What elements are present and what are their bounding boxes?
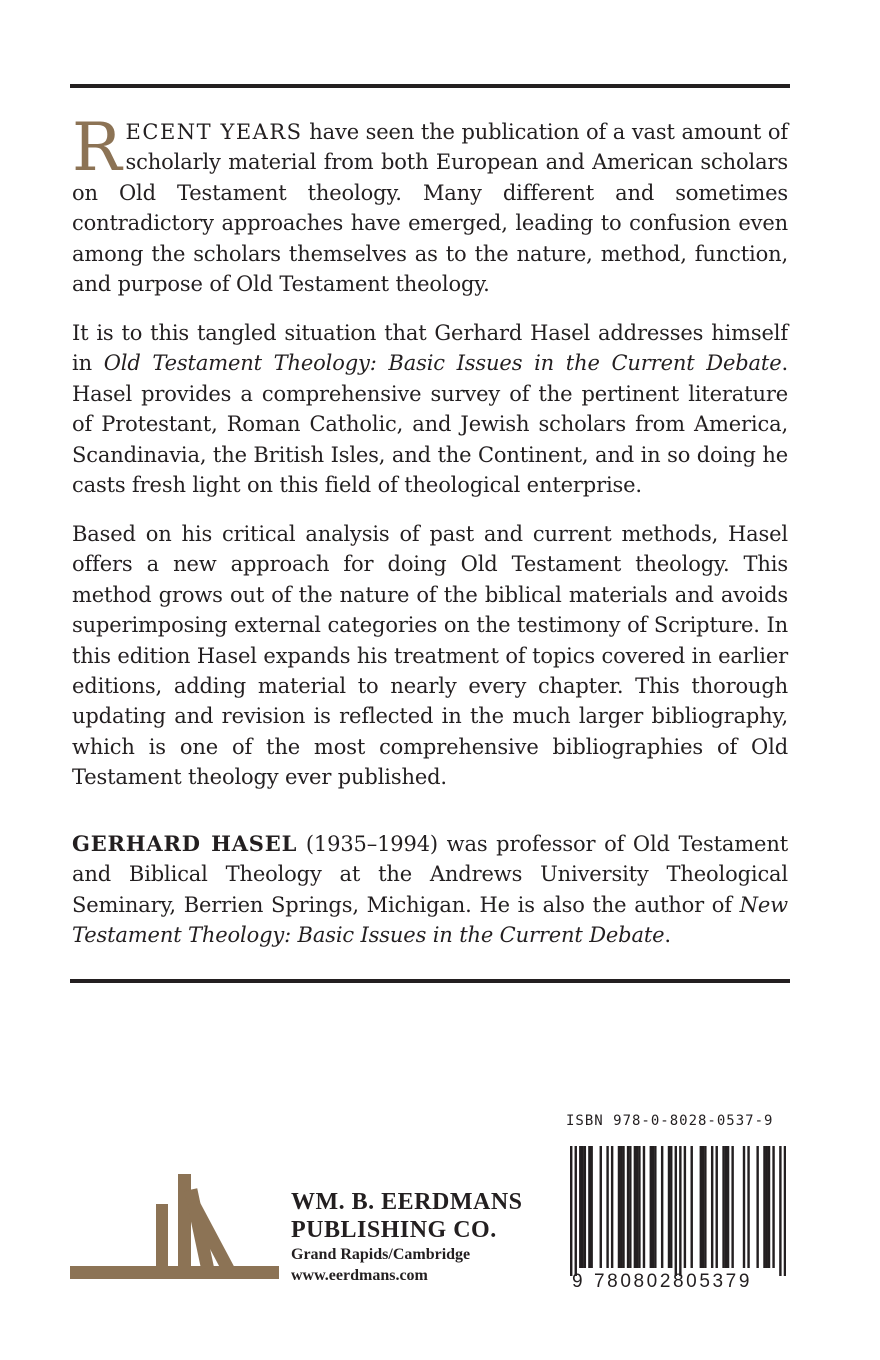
small-caps-opening: ECENT YEARS (125, 120, 303, 144)
paragraph-text: . (664, 923, 671, 948)
publisher-name-line-1: WM. B. EERDMANS (291, 1189, 523, 1215)
barcode-bar (611, 1146, 613, 1268)
barcode-bar (684, 1146, 686, 1268)
barcode-main-digits: 780802805379 (594, 1271, 753, 1292)
blurb-paragraph-3 (72, 519, 788, 793)
barcode-bar (638, 1146, 640, 1268)
barcode-bar (661, 1146, 663, 1268)
barcode-bar (679, 1146, 681, 1276)
barcode-bar (702, 1146, 704, 1268)
drop-cap: R (72, 109, 122, 186)
barcode-bar (650, 1146, 652, 1268)
barcode-bar (634, 1146, 636, 1268)
barcode-bar (590, 1146, 592, 1268)
barcode-bar (700, 1146, 702, 1268)
barcode-bar (643, 1146, 645, 1268)
publisher-name-line-2: PUBLISHING CO. (291, 1217, 497, 1243)
barcode-bar (629, 1146, 631, 1268)
barcode-bar (579, 1146, 581, 1268)
barcode-bar (584, 1146, 586, 1268)
barcode-bar (588, 1146, 590, 1268)
book-title: Old Testament Theology: Basic Issues in the Current Debate (103, 351, 782, 376)
bottom-rule (70, 979, 790, 983)
top-rule (70, 84, 790, 88)
barcode-bar (722, 1146, 724, 1268)
barcode-bar (606, 1146, 608, 1268)
author-name: GERHARD HASEL (72, 831, 298, 856)
barcode-bar (747, 1146, 749, 1268)
paragraph-text: It is to this tangled situation that Gerhard Hasel addresses himself in (72, 321, 788, 376)
barcode-bar (575, 1146, 577, 1276)
barcode-bar (779, 1146, 781, 1276)
barcode-bar (600, 1146, 602, 1268)
paragraph-text: . Hasel provides a comprehensive survey of the pertinent literature of Protestant, Roman Catholic, and Jewish scholars from America, Scandinavia, the British Isles, and the Continent, and in so doing he casts fresh light on this field of theological enterprise. (72, 351, 789, 498)
publisher-url: www.eerdmans.com (291, 1267, 428, 1284)
barcode-bar (756, 1146, 758, 1268)
barcode-bar (675, 1146, 677, 1276)
barcode-bar (772, 1146, 774, 1268)
barcode-bar (725, 1146, 727, 1268)
barcode-bar (618, 1146, 620, 1268)
barcode-bar (743, 1146, 745, 1268)
paragraph-text: Based on his critical analysis of past and current methods, Hasel offers a new approach for doing Old Testament theology. This method grows out of the nature of the biblical materials and avoids superimposing external categories on the testimony of Scripture. In this edition Hasel expands his treatment of topics covered in earlier editions, adding material to nearly every chapter. This thorough updating and revision is reflected in the much larger bibliography, which is one of the most comprehensive bibliographies of Old Testament theology ever published. (72, 522, 788, 790)
blurb-paragraph-1 (72, 109, 788, 299)
publisher-info (291, 1188, 523, 1286)
barcode-bar (727, 1146, 729, 1268)
barcode (570, 1146, 786, 1276)
barcode-bar (704, 1146, 706, 1268)
publisher-city: Grand Rapids/Cambridge (291, 1246, 471, 1263)
barcode-lead-digit: 9 (572, 1271, 583, 1292)
isbn-label: ISBN 978-0-8028-0537-9 (566, 1113, 774, 1129)
bookshelf-logo-icon (70, 1174, 280, 1280)
barcode-bar (691, 1146, 693, 1268)
barcode-bar (731, 1146, 733, 1268)
barcode-bar (636, 1146, 638, 1268)
barcode-bar (668, 1146, 670, 1268)
barcode-bar (570, 1146, 572, 1276)
barcode-bar (768, 1146, 770, 1268)
paragraph-text: (1935–1994) was professor of Old Testament and Biblical Theology at the Andrews University Theological Seminary, Berrien Springs, Michigan. He is also the author of (72, 832, 789, 917)
author-bio (72, 829, 788, 951)
barcode-bar (622, 1146, 624, 1268)
barcode-bar (766, 1146, 768, 1268)
barcode-bar (581, 1146, 583, 1268)
book-title: New Testament Theology: Basic Issues in the Current Debate (72, 892, 788, 948)
barcode-bar (763, 1146, 765, 1268)
barcode-bar (627, 1146, 629, 1268)
barcode-bar (652, 1146, 654, 1268)
barcode-bar (654, 1146, 656, 1268)
blurb-paragraph-2 (72, 318, 788, 500)
barcode-bar (784, 1146, 786, 1276)
barcode-bar (620, 1146, 622, 1268)
barcode-bar (670, 1146, 672, 1268)
paragraph-text: have seen the publication of a vast amount of scholarly material from both European and American scholars on Old Testament theology. Many different and sometimes contradictory approaches have emerged, leading to confusion even among the scholars themselves as to the nature, method, function, and purpose of Old Testament theology. (72, 120, 788, 297)
barcode-bar (716, 1146, 718, 1268)
barcode-bar (711, 1146, 713, 1268)
